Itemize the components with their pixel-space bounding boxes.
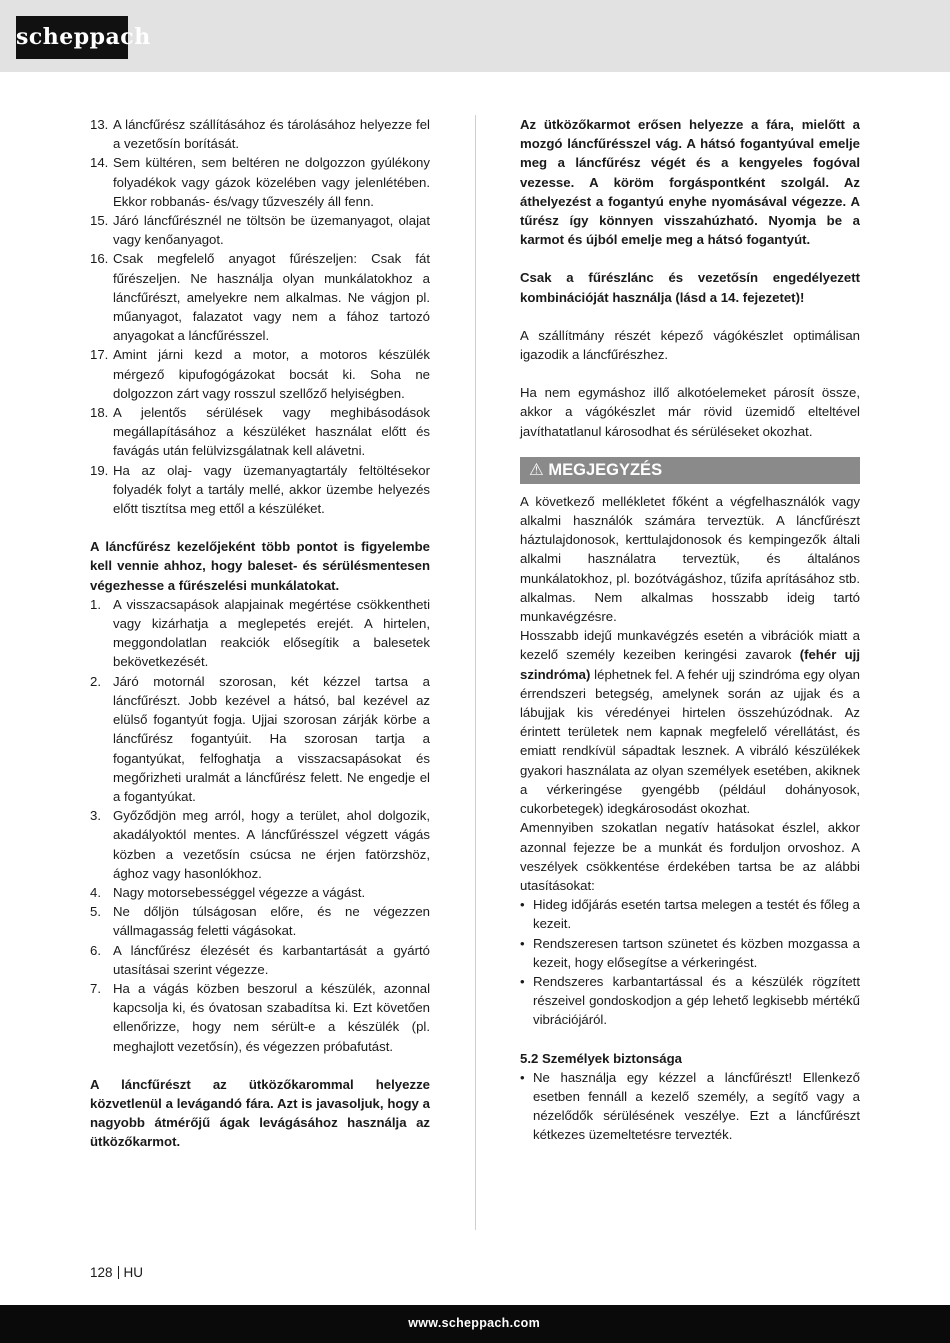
spike-instruction: A láncfűrészt az ütközőkarommal helyezze közvetlenül a levágandó fára. Azt is javasoljuk, hogy a nagyobb átmérőjű ágak levágásához használja az ütközőkarmot.: [90, 1076, 430, 1150]
brand-logo: scheppach: [16, 16, 128, 59]
page-lang: HU: [123, 1265, 144, 1280]
list-a-item: [90, 461, 430, 519]
bullet-text: Rendszeresen tartson szünetet és közben mozgassa a kezeit, hogy elősegítse a vérkeringést.: [533, 935, 860, 970]
list-a-item: [90, 249, 430, 345]
list-a-item: [90, 211, 430, 249]
list-a-marker: 17.: [90, 347, 109, 363]
cutting-set-paragraph: A szállítmány részét képező vágókészlet optimálisan igazodik a láncfűrészhez.: [520, 327, 860, 363]
list-a-item: [90, 153, 430, 211]
bullet-item: [520, 934, 860, 972]
page-header: [0, 0, 950, 72]
note-text-cont: léphetnek fel. A fehér ujj szindróma egy olyan érrendszeri betegség, amelynek során az ujjak és a lábujjak kis véredényei hirtelen összehúzódnak. Az érintett területek nem kapnak megfelelő vérellátást, és emiatt rendkívül sápadtak lesznek. A vibráló készülékek gyakori használata az olyan személyek esetében, akiknek a vérkeringése gyengébb (például dohányosok, cukorbetegek) idegkárosodást okozhat.: [520, 666, 860, 817]
list-a-item: [90, 403, 430, 461]
page-number: [90, 1265, 143, 1280]
list-b-item: [90, 941, 430, 979]
mismatch-paragraph: Ha nem egymáshoz illő alkotóelemeket párosít össze, akkor a vágókészlet már rövid üzemidő elteltével javíthatatlanul károsodhat és sérüléseket okozhat.: [520, 385, 860, 439]
list-b-marker: 3.: [90, 808, 101, 824]
list-a-marker: 18.: [90, 405, 109, 421]
list-b-marker: 7.: [90, 980, 101, 996]
list-a-text: Amint járni kezd a motor, a motoros készülék mérgező kipufogógázokat bocsát ki. Soha ne dolgozzon zárt vagy rosszul szellőző helyiségben.: [113, 347, 430, 401]
list-a-text: A jelentős sérülések vagy meghibásodások megállapításához a készüléket használat előtt és favágás után felülvizsgálatnak kell alávetni.: [113, 405, 430, 459]
note-paragraph-3: Amennyiben szokatlan negatív hatásokat észlel, akkor azonnal fejezze be a munkát és forduljon orvoshoz. A veszélyek csökkentése érdekében tartsa be az alábbi utasításokat:: [520, 820, 860, 893]
list-b-item: [90, 883, 430, 902]
list-b-text: A visszacsapások alapjainak megértése csökkentheti vagy kizárhatja a meglepetés erejét. A hirtelen, meggondolatlan reakciók elősegítik a balesetek bekövetkezését.: [113, 596, 430, 670]
list-b-item: [90, 595, 430, 672]
list-b-item: [90, 672, 430, 806]
list-b-marker: 6.: [90, 942, 101, 958]
bullet2-text: Ne használja egy kézzel a láncfűrészt! Ellenkező esetben fennáll a kezelő személy, a segítő vagy a nézelődők sérülésének veszélye. Ezt a láncfűrészt kétkezes üzemeltetésre tervezték.: [533, 1069, 860, 1143]
list-b-marker: 1.: [90, 596, 101, 612]
bullet2-item: [520, 1068, 860, 1145]
list-b-marker: 4.: [90, 884, 101, 900]
bullet-marker: •: [520, 973, 525, 989]
page-footer: [0, 1305, 950, 1343]
list-a-marker: 13.: [90, 117, 109, 132]
list-b-text: Nagy motorsebességgel végezze a vágást.: [113, 884, 366, 900]
bullet-marker: •: [520, 897, 525, 913]
section-title: 5.2 Személyek biztonsága: [520, 1050, 682, 1066]
list-a-marker: 16.: [90, 251, 109, 267]
bullet2-marker: •: [520, 1069, 525, 1085]
bullet-text: Rendszeres karbantartással és a készülék rögzített részeivel gondoskodjon a gép lehető legkisebb mértékű vibrációjáról.: [533, 973, 860, 1028]
column-divider: [475, 115, 476, 1230]
list-b-text: Ne dőljön túlságosan előre, és ne végezzen vállmagasság feletti vágásokat.: [113, 904, 430, 939]
right-column: [520, 115, 860, 1145]
page-num: 128: [90, 1265, 113, 1280]
left-column: [90, 115, 430, 1152]
bullet-item: [520, 972, 860, 1030]
note-text: Hosszabb idejű munkavégzés esetén a vibrációk miatt a kezelő személy kezeiben keringési zavarok: [520, 628, 860, 663]
list-a-text: A láncfűrész szállításához és tárolásához helyezze fel a vezetősín borítását.: [113, 117, 430, 152]
vibration-bullets: [520, 895, 860, 1029]
list-b-text: Járó motornál szorosan, két kézzel tartsa a láncfűrészt. Jobb kezével a hátsó, bal kezével az elülső fogantyút fogja. Ujjai szorosan zárják körbe a láncfűrész fogantyúit. Ha szorosan tartja a fogantyúkat, felfoghatja a visszacsapásokat és megőrizheti uralmát a láncfűrész felett. Ne engedje el a fogantyúkat.: [113, 673, 430, 804]
list-a-item: [90, 345, 430, 403]
list-a-marker: 14.: [90, 155, 109, 171]
list-b-marker: 5.: [90, 904, 101, 920]
bullet-item: [520, 895, 860, 933]
list-b-text: Győződjön meg arról, hogy a terület, ahol dolgozik, akadályoktól mentes. A láncfűrésszel végzett vágás közben a vezetősín csúcsa ne érjen fatörzshöz, ághoz vagy hasonlókhoz.: [113, 808, 430, 881]
safety-list-b: [90, 595, 430, 1056]
personal-safety-bullets: [520, 1068, 860, 1145]
list-b-marker: 2.: [90, 673, 101, 689]
combination-warning: Csak a fűrészlánc és vezetősín engedélyezett kombinációját használja (lásd a 14. fejezetet)!: [520, 270, 860, 305]
website-link[interactable]: www.scheppach.com: [408, 1316, 540, 1330]
list-a-text: Sem kültéren, sem beltéren ne dolgozzon gyúlékony folyadékok vagy gázok közelében vagy jelenlétében. Ekkor robbanás- és/vagy tűzveszély áll fenn.: [113, 155, 430, 209]
list-b-item: [90, 806, 430, 883]
list-b-item: [90, 979, 430, 1056]
list-b-text: Ha a vágás közben beszorul a készülék, azonnal kapcsolja ki, és óvatosan szabadítsa ki. Ezt követően ellenőrizze, hogy nem sérült-e a készülék (pl. meghajlott vezetősín), és végezzen próbafutást.: [113, 980, 430, 1054]
note-paragraph-2: [520, 626, 860, 818]
spike-paragraph: Az ütközőkarmot erősen helyezze a fára, mielőtt a mozgó láncfűrésszel vág. A hátsó fogantyúval emelje meg a láncfűrész végét és a kengyeles fogóval vezesse. A köröm forgáspontként szolgál. Az áthelyezést a fogantyú enyhe nyomásával végezze. A tűrész így könnyen visszahúzható. Nyomja be a karmot és újból emelje meg a hátsó fogantyút.: [520, 117, 860, 248]
list-a-item: [90, 115, 430, 153]
note-paragraph-1: A következő mellékletet főként a végfelhasználók vagy alkalmi használók számára terveztük. A láncfűrészt háztulajdonosok, kerttulajdonosok és kempingezők általi alkalmi használatra terveztük, és általános munkálatokhoz, pl. bozótvágáshoz, tűzifa aprításához stb. alkalmas. Nem alkalmas hosszabb ideig tartó munkavégzésre.: [520, 493, 860, 625]
note-bold-term: (fehér ujj szindróma): [520, 647, 861, 682]
list-a-marker: 15.: [90, 213, 109, 229]
note-heading: ⚠ MEGJEGYZÉS: [520, 457, 860, 484]
list-b-item: [90, 902, 430, 940]
list-a-marker: 19.: [90, 462, 109, 478]
safety-list-a: [90, 115, 430, 518]
list-a-text: Csak megfelelő anyagot fűrészeljen: Csak fát fűrészeljen. Ne használja olyan munkálatokhoz a láncfűrészt, amelyekre nem alkalmas. Ne vágjon pl. műanyagot, falazatot vagy nem a fához tartozó anyagokat a láncfűrésszel.: [113, 251, 430, 344]
list-a-text: Ha az olaj- vagy üzemanyagtartály feltöltésekor folyadék folyt a tartály mellé, akkor üzembe helyezés előtt tisztítsa meg ettől a készüléket.: [113, 462, 430, 517]
list-a-text: Járó láncfűrésznél ne töltsön be üzemanyagot, olajat vagy kenőanyagot.: [113, 213, 430, 248]
list-b-text: A láncfűrész élezését és karbantartását a gyártó utasításai szerint végezze.: [113, 942, 430, 977]
page-separator: [118, 1266, 119, 1279]
operator-intro: A láncfűrész kezelőjeként több pontot is figyelembe kell vennie ahhoz, hogy baleset- és sérülésmentesen végezhesse a fűrészelési munkálatokat.: [90, 539, 430, 593]
bullet-marker: •: [520, 935, 525, 951]
bullet-text: Hideg időjárás esetén tartsa melegen a testét és főleg a kezeit.: [533, 897, 860, 932]
